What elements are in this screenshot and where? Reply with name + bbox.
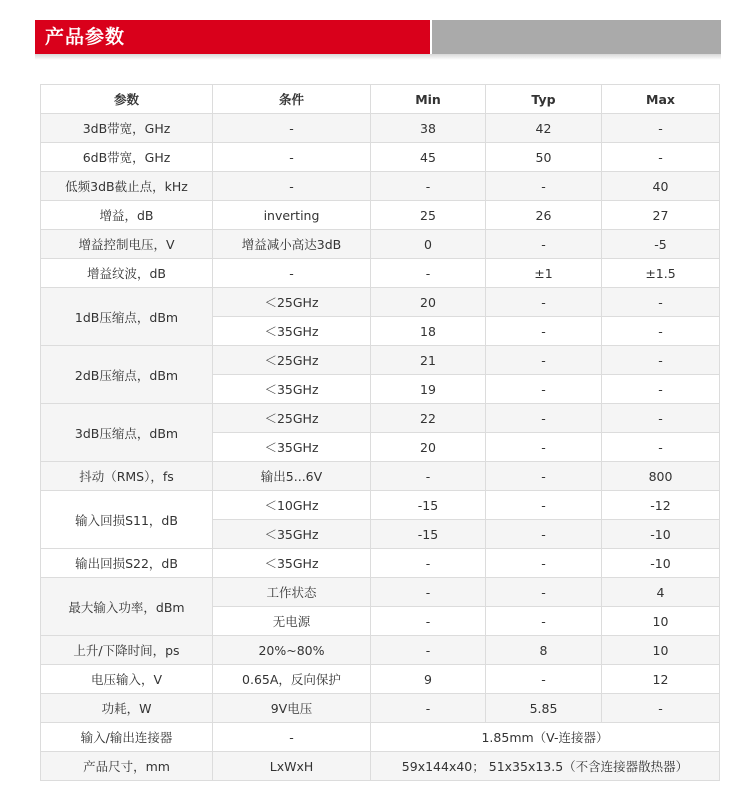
condition-cell: 0.65A，反向保护 <box>213 665 371 694</box>
column-header-typ: Typ <box>486 85 602 114</box>
max-cell: - <box>602 404 720 433</box>
condition-cell: - <box>213 723 371 752</box>
min-cell: 45 <box>371 143 486 172</box>
max-cell: - <box>602 375 720 404</box>
max-cell: 40 <box>602 172 720 201</box>
max-cell: -10 <box>602 520 720 549</box>
condition-cell: ＜25GHz <box>213 404 371 433</box>
max-cell: -10 <box>602 549 720 578</box>
condition-cell: inverting <box>213 201 371 230</box>
min-cell: - <box>371 636 486 665</box>
typ-cell: ±1 <box>486 259 602 288</box>
typ-cell: 26 <box>486 201 602 230</box>
section-header <box>35 20 721 54</box>
spec-table <box>40 84 720 781</box>
param-cell: 输出回损S22，dB <box>41 549 213 578</box>
min-cell: -15 <box>371 491 486 520</box>
typ-cell: - <box>486 375 602 404</box>
table-row <box>41 752 720 781</box>
param-cell: 功耗，W <box>41 694 213 723</box>
param-cell: 最大输入功率，dBm <box>41 578 213 636</box>
typ-cell: - <box>486 462 602 491</box>
max-cell: ±1.5 <box>602 259 720 288</box>
header-gray-bar <box>432 20 721 54</box>
table-row <box>41 143 720 172</box>
param-cell: 抖动（RMS），fs <box>41 462 213 491</box>
condition-cell: 20%~80% <box>213 636 371 665</box>
min-cell: - <box>371 172 486 201</box>
condition-cell: 9V电压 <box>213 694 371 723</box>
typ-cell: 8 <box>486 636 602 665</box>
max-cell: 10 <box>602 636 720 665</box>
typ-cell: - <box>486 172 602 201</box>
min-cell: 20 <box>371 433 486 462</box>
min-cell: 21 <box>371 346 486 375</box>
condition-cell: - <box>213 143 371 172</box>
condition-cell: - <box>213 259 371 288</box>
table-header-row <box>41 85 720 114</box>
param-cell: 低频3dB截止点，kHz <box>41 172 213 201</box>
condition-cell: ＜35GHz <box>213 317 371 346</box>
typ-cell: 5.85 <box>486 694 602 723</box>
max-cell: - <box>602 346 720 375</box>
max-cell: -12 <box>602 491 720 520</box>
condition-cell: ＜35GHz <box>213 375 371 404</box>
min-cell: 9 <box>371 665 486 694</box>
table-row <box>41 201 720 230</box>
column-header-min: Min <box>371 85 486 114</box>
table-row <box>41 665 720 694</box>
condition-cell: ＜35GHz <box>213 520 371 549</box>
max-cell: - <box>602 694 720 723</box>
param-cell: 输入回损S11，dB <box>41 491 213 549</box>
table-row <box>41 578 720 607</box>
table-row <box>41 549 720 578</box>
max-cell: 800 <box>602 462 720 491</box>
table-row <box>41 636 720 665</box>
typ-cell: - <box>486 346 602 375</box>
min-cell: -15 <box>371 520 486 549</box>
min-cell: - <box>371 549 486 578</box>
min-cell: 25 <box>371 201 486 230</box>
min-cell: - <box>371 578 486 607</box>
param-cell: 上升/下降时间，ps <box>41 636 213 665</box>
min-cell: - <box>371 462 486 491</box>
table-row <box>41 172 720 201</box>
table-row <box>41 462 720 491</box>
param-cell: 2dB压缩点，dBm <box>41 346 213 404</box>
param-cell: 产品尺寸，mm <box>41 752 213 781</box>
condition-cell: LxWxH <box>213 752 371 781</box>
max-cell: - <box>602 317 720 346</box>
min-cell: - <box>371 607 486 636</box>
condition-cell: - <box>213 172 371 201</box>
typ-cell: - <box>486 549 602 578</box>
min-cell: 20 <box>371 288 486 317</box>
table-row <box>41 491 720 520</box>
table-row <box>41 404 720 433</box>
max-cell: 4 <box>602 578 720 607</box>
max-cell: - <box>602 114 720 143</box>
table-row <box>41 288 720 317</box>
table-row <box>41 259 720 288</box>
min-cell: - <box>371 259 486 288</box>
table-row <box>41 114 720 143</box>
typ-cell: 50 <box>486 143 602 172</box>
param-cell: 1dB压缩点，dBm <box>41 288 213 346</box>
param-cell: 增益，dB <box>41 201 213 230</box>
condition-cell: ＜10GHz <box>213 491 371 520</box>
condition-cell: ＜25GHz <box>213 346 371 375</box>
typ-cell: - <box>486 288 602 317</box>
min-cell: 19 <box>371 375 486 404</box>
typ-cell: - <box>486 607 602 636</box>
max-cell: - <box>602 288 720 317</box>
condition-cell: ＜35GHz <box>213 549 371 578</box>
min-cell: 22 <box>371 404 486 433</box>
typ-cell: 42 <box>486 114 602 143</box>
condition-cell: 增益减小高达3dB <box>213 230 371 259</box>
typ-cell: - <box>486 520 602 549</box>
condition-cell: 输出5...6V <box>213 462 371 491</box>
typ-cell: - <box>486 404 602 433</box>
param-cell: 电压输入，V <box>41 665 213 694</box>
max-cell: 12 <box>602 665 720 694</box>
condition-cell: ＜35GHz <box>213 433 371 462</box>
typ-cell: - <box>486 491 602 520</box>
table-row <box>41 346 720 375</box>
param-cell: 增益纹波，dB <box>41 259 213 288</box>
column-header-param: 参数 <box>41 85 213 114</box>
condition-cell: 无电源 <box>213 607 371 636</box>
table-row <box>41 723 720 752</box>
max-cell: 27 <box>602 201 720 230</box>
table-row <box>41 694 720 723</box>
param-cell: 3dB带宽，GHz <box>41 114 213 143</box>
typ-cell: - <box>486 433 602 462</box>
max-cell: 10 <box>602 607 720 636</box>
min-cell: 0 <box>371 230 486 259</box>
param-cell: 输入/输出连接器 <box>41 723 213 752</box>
max-cell: -5 <box>602 230 720 259</box>
min-cell: 38 <box>371 114 486 143</box>
condition-cell: 工作状态 <box>213 578 371 607</box>
typ-cell: - <box>486 230 602 259</box>
typ-cell: - <box>486 665 602 694</box>
min-cell: 18 <box>371 317 486 346</box>
max-cell: - <box>602 433 720 462</box>
column-header-max: Max <box>602 85 720 114</box>
merged-value-cell: 59x144x40； 51x35x13.5（不含连接器散热器） <box>371 752 720 781</box>
section-title: 产品参数 <box>45 26 126 48</box>
typ-cell: - <box>486 317 602 346</box>
table-row <box>41 230 720 259</box>
condition-cell: ＜25GHz <box>213 288 371 317</box>
typ-cell: - <box>486 578 602 607</box>
header-shadow <box>35 54 721 60</box>
max-cell: - <box>602 143 720 172</box>
param-cell: 3dB压缩点，dBm <box>41 404 213 462</box>
param-cell: 6dB带宽，GHz <box>41 143 213 172</box>
condition-cell: - <box>213 114 371 143</box>
column-header-condition: 条件 <box>213 85 371 114</box>
param-cell: 增益控制电压，V <box>41 230 213 259</box>
merged-value-cell: 1.85mm（V-连接器） <box>371 723 720 752</box>
min-cell: - <box>371 694 486 723</box>
